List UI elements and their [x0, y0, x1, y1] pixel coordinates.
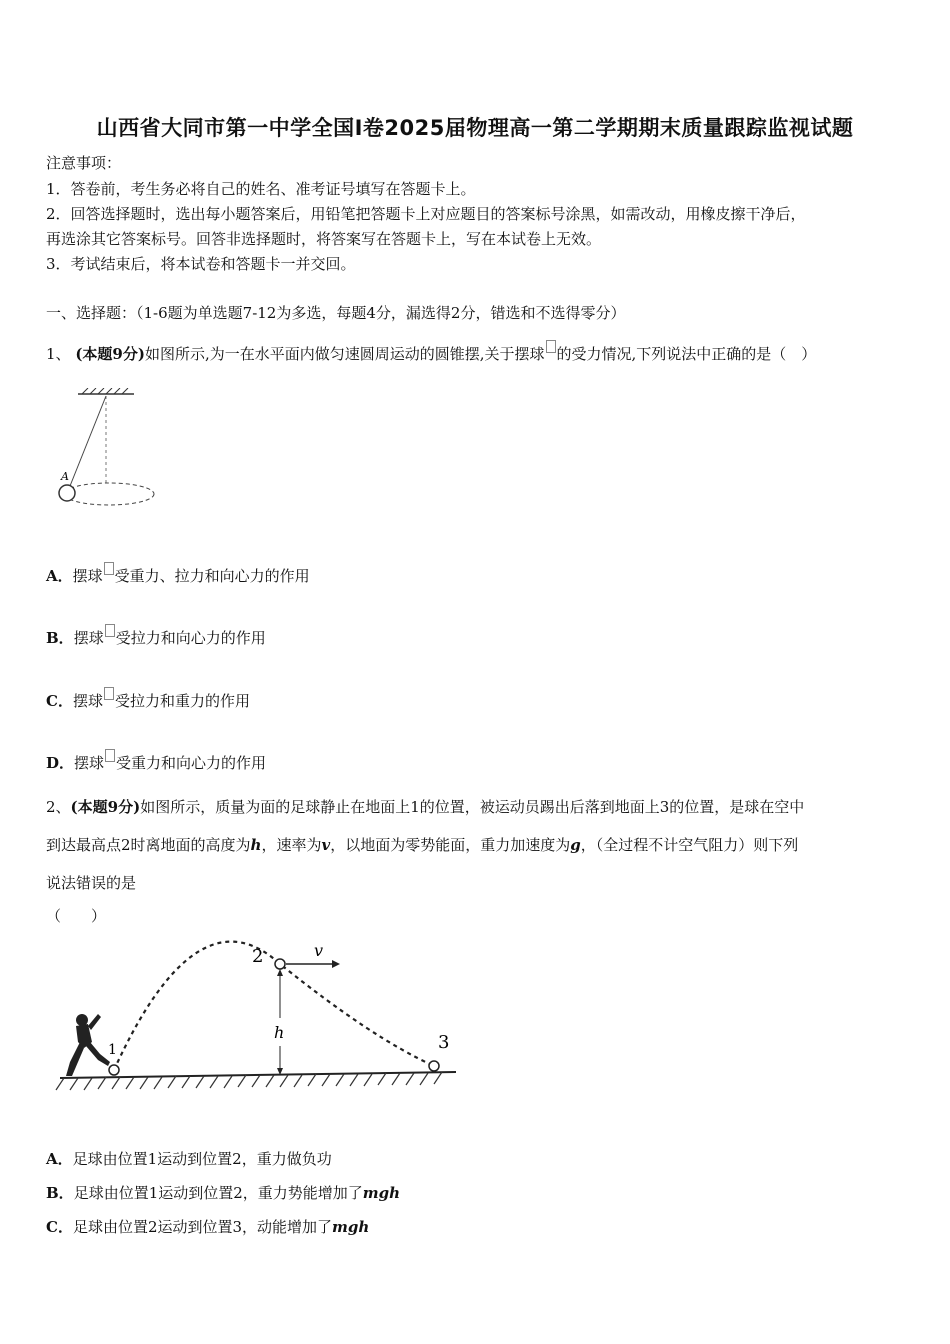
label-position-1: 1: [108, 1042, 117, 1058]
label-velocity: v: [314, 941, 324, 960]
notice-item-2a: 2．回答选择题时，选出每小题答案后，用铅笔把答题卡上对应题目的答案标号涂黑，如需改动，用橡皮擦干净后，: [46, 205, 806, 223]
q1-stem: [46, 340, 816, 364]
label-position-2: 2: [252, 946, 264, 967]
circular-path: [64, 483, 154, 505]
q1-stem-a: 如图所示,为一在水平面内做匀速圆周运动的圆锥摆,关于摆球: [144, 345, 545, 363]
q1-stem-b: 的受力情况,下列说法中正确的是（ ）: [556, 345, 817, 363]
player-figure: [66, 1014, 110, 1076]
missing-glyph-icon: [105, 749, 115, 762]
q2-number: 2、: [46, 798, 71, 816]
conical-pendulum-figure: [52, 388, 162, 513]
football-trajectory-figure: [52, 938, 462, 1103]
q2-score: (本题9分): [70, 798, 141, 816]
missing-glyph-icon: [104, 687, 114, 700]
label-height: h: [274, 1023, 285, 1042]
velocity-arrowhead-icon: [332, 960, 340, 968]
ball-position-1: [109, 1065, 119, 1075]
q1-number: 1、: [46, 345, 71, 363]
ball-label: A: [61, 470, 69, 483]
q1-option-c: C．摆球 受拉力和重力的作用: [46, 687, 250, 711]
notice-item-1: 1．答卷前，考生务必将自己的姓名、准考证号填写在答题卡上。: [46, 180, 476, 198]
missing-glyph-icon: [104, 562, 114, 575]
missing-glyph-icon: [105, 624, 115, 637]
q1-score: (本题9分): [75, 345, 145, 363]
q2-stem: 2、(本题9分)如图所示，质量为面的足球静止在地面上1的位置，被运动员踢出后落到地面上3的位置，是球在空中 到达最高点2时离地面的高度为h，速率为v，以地面为零势能面，重力加速度为g，（全过程不计空气阻力）则下列 说法错误的是: [46, 798, 805, 892]
ceiling-hatch: [82, 388, 128, 394]
missing-glyph-icon: [546, 340, 556, 353]
label-position-3: 3: [438, 1032, 450, 1053]
height-arrow-up-icon: [277, 969, 283, 976]
notice-item-2b: 再选涂其它答案标号。回答非选择题时，将答案写在答题卡上，写在本试卷上无效。: [46, 230, 602, 248]
q1-option-a: A．摆球 受重力、拉力和向心力的作用: [46, 562, 310, 586]
trajectory-path: [114, 942, 434, 1070]
ball-position-2: [275, 959, 285, 969]
pendulum-ball: [59, 485, 75, 501]
q2-option-b: B．足球由位置1运动到位置2，重力势能增加了mgh: [46, 1184, 401, 1202]
q1-option-b: B．摆球 受拉力和向心力的作用: [46, 624, 266, 648]
pendulum-string: [70, 396, 106, 486]
notice-item-3: 3．考试结束后，将本试卷和答题卡一并交回。: [46, 255, 356, 273]
q2-option-c: C．足球由位置2运动到位置3，动能增加了mgh: [46, 1218, 370, 1236]
notice-heading: 注意事项：: [46, 154, 122, 172]
section-heading: 一、选择题：（1-6题为单选题7-12为多选，每题4分，漏选得2分，错选和不选得零分）: [46, 304, 626, 322]
ball-position-3: [429, 1061, 439, 1071]
q2-answer-paren: （ ）: [46, 907, 107, 925]
q1-option-d: D．摆球 受重力和向心力的作用: [46, 749, 266, 773]
exam-title: 山西省大同市第一中学全国Ⅰ卷2025届物理高一第二学期期末质量跟踪监视试题: [96, 116, 854, 140]
q2-option-a: A．足球由位置1运动到位置2，重力做负功: [46, 1150, 332, 1168]
